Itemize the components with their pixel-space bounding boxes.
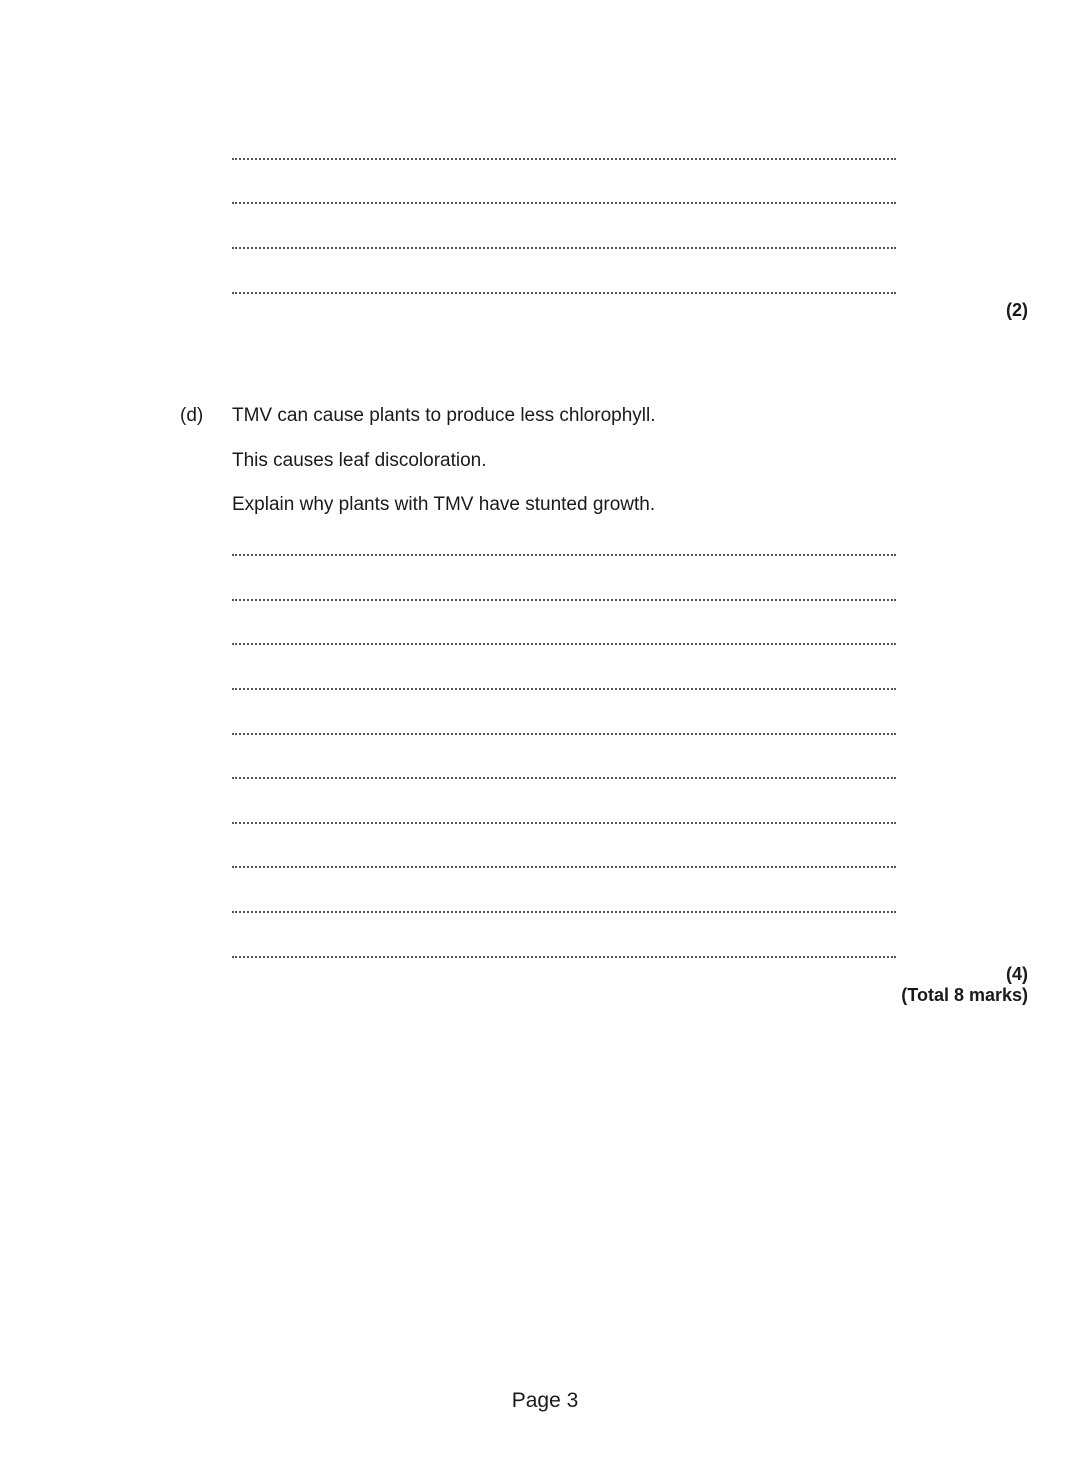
answer-line[interactable] [232,777,896,779]
answer-line[interactable] [232,247,896,249]
answer-line[interactable] [232,866,896,868]
answer-line[interactable] [232,688,896,690]
answer-line[interactable] [232,911,896,913]
part-label-d: (d) [180,405,204,426]
marks-value: (4) [1006,964,1028,984]
marks-d [901,964,1028,1006]
answer-line[interactable] [232,554,896,556]
answer-line[interactable] [232,956,896,958]
question-line-1: TMV can cause plants to produce less chlorophyll. [232,405,656,426]
marks-previous: (2) [1006,300,1028,320]
answer-line[interactable] [232,158,896,160]
total-marks: (Total 8 marks) [901,985,1028,1005]
answer-line[interactable] [232,643,896,645]
answer-line[interactable] [232,599,896,601]
answer-line[interactable] [232,202,896,204]
question-line-2: This causes leaf discoloration. [232,450,487,471]
answer-line[interactable] [232,733,896,735]
question-prompt: Explain why plants with TMV have stunted growth. [232,494,656,515]
answer-line[interactable] [232,822,896,824]
page-number: Page 3 [511,1389,579,1412]
answer-line[interactable] [232,292,896,294]
